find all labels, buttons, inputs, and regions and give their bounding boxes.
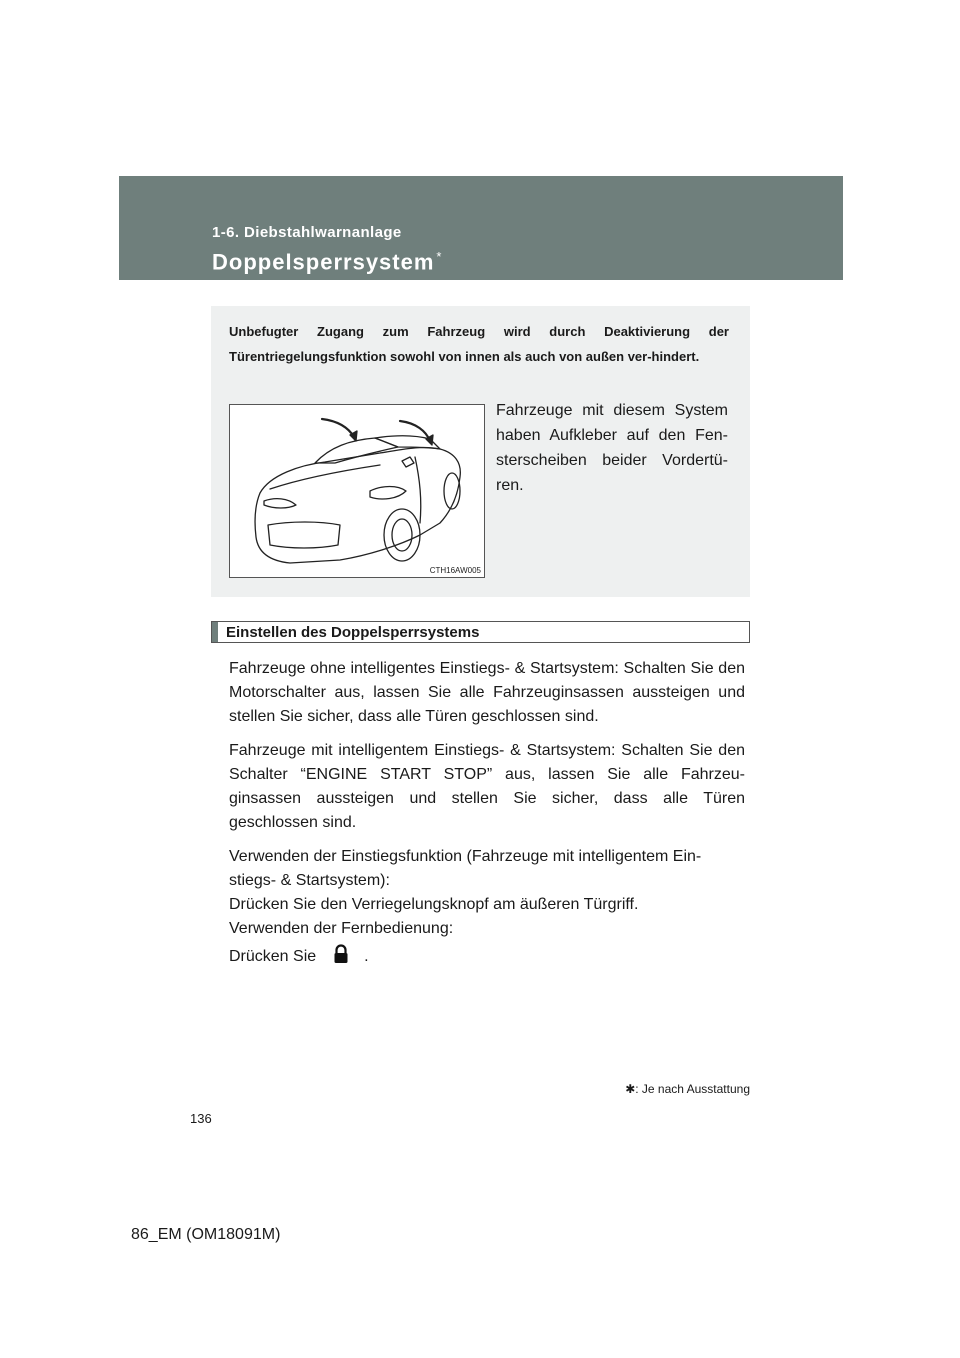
subsection-title: Einstellen des Doppelsperrsystems [226,624,480,641]
page-title-text: Doppelsperrsystem [212,249,435,275]
paragraph-2: Fahrzeuge mit intelligentem Einstiegs- & Startsystem: Schalten Sie den Schalter “ENGINE START STOP” aus, lassen Sie alle Fahrzeu-ginsassen aussteigen und stellen Sie sicher, dass alle Türen geschlossen sind. [229,742,745,831]
paragraph-6 [229,941,745,969]
paragraph-1: Fahrzeuge ohne intelligentes Einstiegs- & Startsystem: Schalten Sie den Motorschalter aus, lassen Sie alle Fahrzeuginsassen aussteigen und stellen Sie sicher, dass alle Türen geschlossen sind. [229,660,745,725]
paragraph-5: Verwenden der Fernbedienung: [229,920,454,937]
side-note: Fahrzeuge mit diesem System haben Aufkleber auf den Fen-sterscheiben beider Vordertü-ren. [496,402,728,494]
title-asterisk: * [436,249,443,264]
footnote: ✱: Je nach Ausstattung [625,1082,750,1096]
paragraph-4: Drücken Sie den Verriegelungsknopf am äußeren Türgriff. [229,896,639,913]
car-illustration [229,404,485,578]
press-prefix: Drücken Sie [229,948,317,965]
intro-text: Unbefugter Zugang zum Fahrzeug wird durch Deaktivierung der Türentriegelungsfunktion sowohl von innen als auch von außen ver-hindert. [229,324,729,364]
body-text [229,657,745,969]
press-suffix: . [364,948,369,965]
info-box [211,306,750,597]
lock-icon [328,941,354,967]
page-title [212,249,442,275]
subsection-marker [212,622,218,642]
section-label: 1-6. Diebstahlwarnanlage [212,224,402,241]
image-code: CTH16AW005 [429,566,481,575]
car-drawing [230,405,484,577]
subsection-header [211,621,750,643]
chapter-header [119,176,843,280]
document-code: 86_EM (OM18091M) [131,1226,281,1243]
paragraph-3: Verwenden der Einstiegsfunktion (Fahrzeuge mit intelligentem Ein-stiegs- & Startsystem): [229,848,702,889]
page-number: 136 [190,1111,212,1126]
